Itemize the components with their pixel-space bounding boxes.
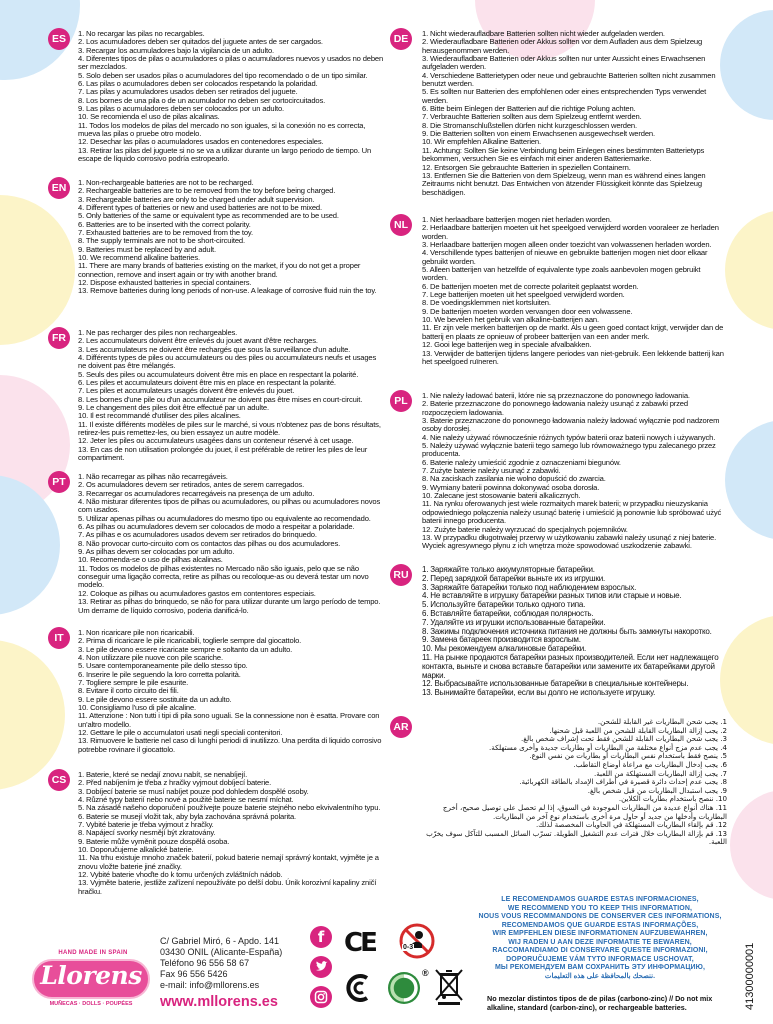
it-item: 5. Usare contemporaneamente pile dello stesso tipo. — [78, 661, 248, 671]
fax-line: Fax 96 556 5426 — [160, 969, 228, 979]
es-item: 2. Los acumuladores deben ser quitados del juguete antes de ser cargados. — [78, 37, 323, 47]
en-item: 8. The supply terminals are not to be short-circuited. — [78, 236, 245, 246]
section-pl — [392, 392, 727, 560]
lang-badge-pl: PL — [390, 390, 412, 412]
en-item: 9. Batteries must be replaced by and adult. — [78, 244, 216, 254]
it-item: 2. Prima di ricaricare le pile ricaricabili, toglierle sempre dal giocattolo. — [78, 636, 302, 646]
green-dot-icon — [386, 970, 422, 1006]
registered-icon: ® — [422, 968, 429, 978]
pt-list — [78, 473, 385, 615]
company-address — [160, 936, 320, 991]
notice-line: NOUS VOUS RECOMMANDONS DE CONSERVER CES INFORMATIONS, — [478, 913, 722, 920]
notice-line: WIR EMPFEHLEN DIESE INFORMATIONEN AUFZUBEWAHREN, — [492, 930, 708, 937]
it-item: 13. Rimuovere le batterie nel caso di lunghi periodi di inutilizzo. Una perdita di liquido corrosivo potrebbe rovinare il giocattolo. — [78, 736, 382, 754]
es-item: 9. Las pilas o acumuladores deben ser colocados por un adulto. — [78, 104, 284, 114]
cs-item: 8. Napájecí svorky nesmějí být zkratovány. — [78, 828, 216, 838]
pl-item: 7. Zużyte baterie należy usunąć z zabawki. — [422, 466, 561, 476]
nl-item: 4. Verschillende types batterijen of nieuwe en gebruikte batterijen mogen niet door elkaar gebruikt worden. — [422, 248, 708, 266]
cs-item: 13. Vyjměte baterie, jestliže zařízení nepoužíváte po delší dobu. Únik korozivní kapaliny zničí hračku. — [78, 878, 377, 896]
ce-round-icon — [343, 970, 379, 1006]
address-line: C/ Gabriel Miró, 6 - Apdo. 141 — [160, 936, 280, 946]
decor-circle-blue-right — [725, 420, 773, 540]
notice-line: ننصحك بالمحافظة على هذه التعليمات. — [544, 972, 656, 980]
cs-item: 1. Baterie, které se nedají znovu nabít, se nenabíjejí. — [78, 770, 248, 779]
section-fr — [50, 329, 385, 467]
pt-item: 6. As pilhas ou acumuladores devem ser colocados de modo a respeitar a polaridade. — [78, 522, 355, 532]
fr-item: 6. Les piles et accumulateurs doivent être mis en place en respectant la polarité. — [78, 378, 336, 388]
section-ru — [392, 566, 727, 710]
pl-item: 1. Nie należy ładować baterii, które nie są przeznaczone do ponownego ładowania. — [422, 391, 690, 400]
en-item: 3. Rechargeable batteries are only to be charged under adult supervision. — [78, 194, 315, 204]
decor-circle-blue-top-right — [720, 10, 773, 120]
ar-item: 6. يجب إدخال البطاريات مع مراعاة أوضاع التقاطب. — [573, 759, 727, 769]
es-item: 4. Diferentes tipos de pilas o acumuladores o pilas o acumuladores nuevos y usados no deben ser mezclados. — [78, 54, 384, 72]
ar-item: 8. يجب عدم إحداث دائرة قصيرة في أطراف الإمداد بالطاقة الكهربائية. — [519, 777, 727, 787]
address-line: 03430 ONIL (Alicante-España) — [160, 947, 283, 957]
ru-item: 6. Вставляйте батарейки, соблюдая полярность. — [422, 608, 594, 618]
cs-item: 2. Před nabíjením je třeba z hračky vyjmout dobíjecí baterie. — [78, 778, 272, 788]
it-item: 4. Non utilizzare pile nuove con pile scariche. — [78, 653, 223, 663]
es-item: 10. Se recomienda el uso de pilas alcalinas. — [78, 112, 220, 122]
en-item: 7. Exhausted batteries are to be removed from the toy. — [78, 228, 253, 238]
fr-list — [78, 329, 385, 463]
section-de — [392, 30, 727, 208]
es-item: 13. Retirar las pilas del juguete si no se va a utilizar durante un largo periodo de tiempo. Un escape de líquido corrosivo podría estropearlo. — [78, 145, 372, 164]
pt-item: 8. Não provocar curto-circuito com os contactos das pilhas ou dos acumuladores. — [78, 538, 341, 548]
ru-item: 7. Удаляйте из игрушки использованные батарейки. — [422, 617, 606, 627]
brand-logo — [32, 950, 152, 1016]
ru-item: 11. На рынке продаются батарейки разных производителей. Если нет надлежащего контакта, выньте и снова вставьте батарейки или замените их батарейками другой марки. — [422, 652, 719, 680]
pl-item: 2. Baterie przeznaczone do ponownego ładowania należy usunąć z zabawki przed rozpoczęciem ładowania. — [422, 399, 688, 417]
es-item: 3. Recargar los acumuladores bajo la vigilancia de un adulto. — [78, 45, 275, 55]
cs-item: 11. Na trhu existuje mnoho značek baterií, pokud baterie nemají správný kontakt, vyjměte je a znovu vložte baterie jiné značky. — [78, 853, 379, 871]
en-item: 10. We recommend alkaline batteries. — [78, 253, 200, 263]
notice-line: RECOMENDAMOS QUE GUARDE ESTAS INFORMAÇÕES, — [501, 921, 699, 929]
it-item: 3. Le pile devono essere ricaricate sempre e soltanto da un adulto. — [78, 644, 293, 654]
nl-item: 3. Herlaadbare batterijen mogen alleen onder toezicht van volwassenen herladen worden. — [422, 240, 712, 250]
de-item: 6. Bitte beim Einlegen der Batterien auf die richtige Polung achten. — [422, 104, 636, 114]
ar-item: 2. يجب إزالة البطاريات القابلة للشحن من اللعبة قبل شحنها. — [549, 725, 727, 735]
fr-item: 7. Les piles et accumulateurs usagés doivent être enlevés du jouet. — [78, 386, 295, 396]
it-item: 12. Gettare le pile o accumulatori usati negli speciali contenitori. — [78, 728, 283, 738]
section-it — [50, 629, 385, 765]
en-item: 13. Remove batteries during long periods of non-use. A leakage of corrosive fluid ruin the toy. — [78, 286, 377, 296]
fr-item: 10. Il est recommandé d'utiliser des piles alcalines. — [78, 411, 241, 421]
pl-item: 5. Należy używać wyłącznie baterii tego samego lub równoważnego typu zalecanego przez producenta. — [422, 441, 716, 459]
fr-item: 3. Les accumulateurs ne doivent être rechargés que sous la surveillance d'un adulte. — [78, 344, 351, 354]
de-item: 8. Die Stromanschlußstellen dürfen nicht kurzgeschlossen werden. — [422, 120, 637, 130]
de-item: 4. Verschiedene Batterietypen oder neue und gebrauchte Batterien sollten nicht zusammen benutzt werden. — [422, 70, 716, 89]
age-warning-icon — [398, 922, 436, 960]
ru-item: 8. Зажимы подключения источника питания не должны быть замкнуты накоротко. — [422, 626, 712, 636]
right-column — [392, 30, 727, 880]
fr-item: 9. Le changement des piles doit être effectué par un adulte. — [78, 403, 269, 413]
ru-item: 2. Перед зарядкой батарейки выньте их из игрушки. — [422, 573, 605, 583]
fr-item: 12. Jeter les piles ou accumulateurs usagées dans un conteneur réservé à cet usage. — [78, 436, 354, 446]
pl-item: 3. Baterie przeznaczone do ponownego ładowania należy ładować wyłącznie pod nadzorem osoby dorosłej. — [422, 416, 720, 434]
ru-item: 3. Заряжайте батарейки только под наблюдением взрослых. — [422, 582, 637, 592]
lang-badge-ru: RU — [390, 564, 412, 586]
ru-list — [422, 566, 727, 698]
en-item: 6. Batteries are to be inserted with the correct polarity. — [78, 219, 251, 229]
en-item: 5. Only batteries of the same or equivalent type as recommended are to be used. — [78, 211, 339, 221]
es-item: 1. No recargar las pilas no recargables. — [78, 29, 205, 38]
pt-item: 12. Coloque as pilhas ou acumuladores gastos em contentores especiais. — [78, 588, 316, 598]
pt-item: 7. As pilhas e os acumuladores usados devem ser retirados do brinquedo. — [78, 530, 317, 540]
pt-item: 5. Utilizar apenas pilhas ou acumuladores do mesmo tipo ou equivalente ao recomendado. — [78, 513, 371, 523]
lang-badge-fr: FR — [48, 327, 70, 349]
ru-item: 9. Замена батареек производится взрослым. — [422, 635, 581, 645]
nl-item: 6. De batterijen moeten met de correcte polariteit geplaatst worden. — [422, 281, 639, 291]
phone-line: Teléfono 96 556 58 67 — [160, 958, 250, 968]
de-item: 1. Nicht wiederaufladbare Batterien sollten nicht wieder aufgeladen werden. — [422, 29, 665, 38]
section-ar — [392, 718, 727, 880]
pt-item: 13. Retirar as pilhas do brinquedo, se não for para utilizar durante um largo período de tempo. Um derrame de líquido corrosivo, poderia danificá-lo. — [78, 597, 381, 615]
de-item: 12. Entsorgen Sie gebrauchte Batterien in speziellen Containern. — [422, 162, 631, 172]
left-column — [50, 30, 385, 911]
barcode-number: 41300000001 — [744, 942, 756, 1010]
en-item: 2. Rechargeable batteries are to be removed from the toy before being charged. — [78, 186, 336, 196]
instagram-icon[interactable] — [310, 986, 332, 1008]
cs-item: 6. Baterie se musejí vložit tak, aby byla zachována správná polarita. — [78, 811, 297, 821]
cs-item: 9. Baterie může vyměnit pouze dospělá osoba. — [78, 836, 230, 846]
section-pt — [50, 473, 385, 623]
en-item: 1. Non-rechargeable batteries are not to be recharged. — [78, 178, 254, 187]
ar-item: 12. قم بإلقاء البطاريات المستهلكة في الحاويات المخصصة لذلك. — [536, 820, 727, 830]
es-item: 8. Los bornes de una pila o de un acumulador no deben ser cortocircuitados. — [78, 95, 326, 105]
notice-line: LE RECOMENDAMOS GUARDE ESTAS INFORMACIONES, — [501, 896, 699, 903]
ar-item: 7. يجب إزالة البطاريات المستهلكة من اللعبة. — [594, 768, 727, 778]
pl-item: 8. Na zaciskach zasilania nie wolno dopuścić do zwarcia. — [422, 474, 606, 484]
lang-badge-cs: CS — [48, 769, 70, 791]
es-item: 5. Solo deben ser usados pilas o acumuladores del tipo recomendado o de un tipo similar. — [78, 70, 368, 80]
nl-item: 10. We bevelen het gebruik van alkaline-batterijen aan. — [422, 315, 599, 325]
pl-item: 10. Zalecane jest stosowanie baterii alkalicznych. — [422, 491, 581, 501]
section-en — [50, 179, 385, 323]
email-line: e-mail: info@mllorens.es — [160, 980, 260, 990]
pl-list — [422, 392, 727, 551]
lang-badge-de: DE — [390, 28, 412, 50]
keep-information-notice — [470, 896, 730, 981]
fr-item: 4. Différents types de piles ou accumulateurs ou des piles ou accumulateurs neufs et usages ne doivent pas être mélangés. — [78, 353, 377, 371]
de-item: 7. Verbrauchte Batterien sollten aus dem Spielzeug entfernt werden. — [422, 112, 642, 122]
pl-item: 11. Na rynku oferowanych jest wiele rozmaitych marek baterii; w przypadku nieuzyskania odpowiedniego połączenia należy usunąć baterię i umieścić ją ponownie lub spróbować użyć baterii innego producenta. — [422, 499, 722, 526]
ar-item: 5. ينصح فقط باستخدام نفس البطاريات أو بطاريات من نفس النوع. — [529, 751, 727, 761]
de-item: 9. Die Batterien sollten von einem Erwachsenen ausgewechselt werden. — [422, 129, 655, 139]
ru-item: 5. Используйте батарейки только одного типа. — [422, 600, 586, 610]
nl-item: 8. De voedingsklemmen niet kortsluiten. — [422, 298, 551, 308]
facebook-icon[interactable]: f — [310, 926, 332, 948]
brand-name: Llorens — [40, 961, 142, 990]
es-item: 6. Las pilas o acumuladores deben ser colocados respetando la polaridad. — [78, 79, 318, 89]
pt-item: 1. Não recarregar as pilhas não recarregáveis. — [78, 472, 228, 481]
decor-circle-pink-right — [730, 790, 773, 900]
en-list — [78, 179, 385, 296]
cs-item: 12. Vybité baterie vhoďte do k tomu určených zvláštních nádob. — [78, 870, 283, 880]
de-item: 5. Es sollten nur Batterien des empfohlenen oder eines entsprechenden Typs verwendet werden. — [422, 87, 707, 105]
es-item: 7. Las pilas y acumuladores usados deben ser retirados del juguete. — [78, 87, 298, 97]
ru-item: 12. Выбрасывайте использованные батарейки в специальные контейнеры. — [422, 679, 689, 689]
nl-item: 5. Alleen batterijen van hetzelfde of equivalente type zoals aanbevolen mogen gebruikt worden. — [422, 265, 701, 283]
pt-item: 2. Os acumuladores devem ser retirados, antes de serem carregados. — [78, 480, 305, 490]
section-es — [50, 30, 385, 173]
en-item: 4. Different types of batteries or new and used batteries are not to be mixed. — [78, 203, 322, 213]
decor-circle-yellow-right-low — [720, 615, 773, 745]
ar-item: 4. يجب عدم مزج أنواع مختلفة من البطاريات أو بطاريات جديدة وأخرى مستهلكة. — [489, 742, 727, 752]
cs-item: 4. Různé typy baterií nebo nové a použité baterie se nesmí míchat. — [78, 795, 294, 805]
nl-item: 9. De batterijen moeten worden vervangen door een volwassene. — [422, 306, 633, 316]
section-cs — [50, 771, 385, 911]
en-item: 12. Dispose exhausted batteries in special containers. — [78, 278, 252, 288]
pt-item: 10. Recomenda-se o uso de pilhas alcalinas. — [78, 555, 223, 565]
wheelie-bin-icon — [432, 966, 466, 1006]
ar-item: 9. يجب استبدال البطاريات من قبل شخص بالغ. — [587, 785, 727, 795]
lang-badge-it: IT — [48, 627, 70, 649]
de-item: 2. Wiederaufladbare Batterien oder Akkus sollten vor dem Aufladen aus dem Spielzeug herausgenommen werden. — [422, 37, 703, 55]
ar-item: 13. قم بإزالة البطاريات خلال فترات عدم التشغيل الطويلة. تسرّب السائل المسبب للتآكل سوف يخرّب اللعبة. — [426, 828, 727, 847]
en-item: 11. There are many brands of batteries existing on the market, if you do not get a proper connection, remove and insert again or try with another brand. — [78, 261, 361, 279]
pl-item: 4. Nie należy używać równocześnie różnych typów baterii oraz baterii nowych i używanych. — [422, 432, 716, 442]
es-list — [78, 30, 385, 164]
ar-item: 1. يجب شحن البطاريات غير القابلة للشحن. — [597, 717, 727, 726]
pt-item: 4. Não misturar diferentes tipos de pilhas ou acumuladores, ou pilhas ou acumuladores novos com usados. — [78, 497, 381, 515]
it-item: 6. Inserire le pile seguendo la loro corretta polarità. — [78, 669, 241, 679]
it-item: 11. Attenzione : Non tutti i tipi di pila sono uguali. Se la connessione non è esatta. Provare con un'altro modello. — [78, 711, 380, 729]
lang-badge-nl: NL — [390, 214, 412, 236]
website-link[interactable]: www.mllorens.es — [160, 994, 278, 1010]
de-item: 3. Wiederaufladbare Batterien oder Akkus sollten nur unter Aussicht eines Erwachsenen aufgeladen werden. — [422, 54, 706, 72]
ru-item: 10. Мы рекомендуем алкалиновые батарейки. — [422, 644, 587, 654]
cs-item: 3. Dobíjecí baterie se musí nabíjet pouze pod dohledem dospělé osoby. — [78, 786, 309, 796]
it-item: 10. Consigliamo l'uso di pile alcaline. — [78, 703, 197, 713]
battery-mixing-note: No mezclar distintos tipos de de pilas (carbono-zinc) // Do not mix alkaline, standard (carbon-zinc), or rechargeable batteries. — [487, 994, 713, 1012]
pl-item: 12. Zużyte baterie należy wyrzucać do specjalnych pojemników. — [422, 524, 628, 534]
es-item: 11. Todos los modelos de pilas del mercado no son iguales, si la conexión no es correcta, mueva las pilas o pruebe otro modelo. — [78, 120, 366, 139]
nl-item: 11. Er zijn vele merken batterijen op de markt. Als u geen goed contact krijgt, verwijder dan de batterij en plaats ze opnieuw of probeer batterijen van een ander merk. — [422, 323, 724, 341]
de-item: 11. Achtung: Sollten Sie keine Verbindung beim Einlegen eines bestimmten Batterietyps bekommen, versuchen Sie es einfach mit einer anderen Batteriemarke. — [422, 145, 705, 164]
ar-item: 11. هناك أنواع عديدة من البطاريات الموجودة في السوق، إذا لم تحصل على توصيل صحيح، أخرج البطاريات وأدخلها من جديد أو حاول مرة أخرى باستخدام نوع آخر من البطاريات. — [442, 802, 727, 821]
lang-badge-en: EN — [48, 177, 70, 199]
de-item: 13. Entfernen Sie die Batterien von dem Spielzeug, wenn man es während eines langen Zeitraums nicht benutzt. Das Entwichen von ätzender Flüssigkeit könnte das Spielzeug beschädigen. — [422, 170, 706, 197]
notice-line: DOPORUČUJEME VÁM TYTO INFORMACE USCHOVAT, — [506, 955, 694, 963]
ce-mark-icon: CE — [344, 928, 375, 958]
nl-list — [422, 216, 727, 366]
notice-line: WIJ RADEN U AAN DEZE INFORMATIE TE BEWAREN, — [508, 938, 692, 946]
it-item: 7. Togliere sempre le pile esaurite. — [78, 678, 189, 688]
cs-list — [78, 771, 385, 896]
cs-item: 7. Vybité baterie je třeba vyjmout z hračky. — [78, 820, 214, 830]
it-list — [78, 629, 385, 754]
fr-item: 13. En cas de non utilisation prolongée du jouet, il est préférable de retirer les piles de leur compartiment. — [78, 444, 368, 463]
es-item: 12. Desechar las pilas o acumuladores usados en contenedores especiales. — [78, 137, 324, 147]
lang-badge-pt: PT — [48, 471, 70, 493]
twitter-icon[interactable] — [310, 956, 332, 978]
pl-item: 6. Baterie należy umieścić zgodnie z oznaczeniami biegunów. — [422, 457, 621, 467]
ru-item: 1. Заряжайте только аккумуляторные батарейки. — [422, 565, 595, 574]
fr-item: 1. Ne pas recharger des piles non rechargeables. — [78, 328, 238, 337]
fr-item: 8. Les bornes d'une pile ou d'un accumulateur ne doivent pas être mises en court-circuit. — [78, 394, 363, 404]
brand-tagline: HAND MADE IN SPAIN — [58, 950, 128, 956]
ru-item: 4. Не вставляйте в игрушку батарейки разных типов или старые и новые. — [422, 591, 682, 601]
pt-item: 11. Todos os modelos de pilhas existentes no Mercado não são iguais, pelo que se não conseguir uma ligação correcta, retire as pilhas ou recoloque-as ou deverá testar um novo modelo. — [78, 563, 369, 590]
pl-item: 9. Wymiany baterii powinna dokonywać osoba dorosła. — [422, 482, 600, 492]
cs-item: 10. Doporučujeme alkalické baterie. — [78, 845, 194, 855]
it-item: 8. Evitare il corto circuito dei fili. — [78, 686, 179, 696]
pl-item: 13. W przypadku długotrwałej przerwy w użytkowaniu zabawki należy usunąć z niej baterie. Wyciek agresywnego płynu z ich wnętrza może spowodować uszkodzenie zabawki. — [422, 532, 717, 551]
ar-item: 10. ننصح باستخدام بطاريات الكلاين. — [618, 794, 727, 804]
fr-item: 2. Les accumulateurs doivent être enlevés du jouet avant d'être recharges. — [78, 336, 318, 346]
fr-item: 11. Il existe différents modèles de piles sur le marché, si vous n'obtenez pas de bons résultats, retirez-les puis remettez-les, ou bien essayez un autre modèle. — [78, 419, 381, 438]
nl-item: 12. Gooi lege batterijen weg in speciale afvalbakken. — [422, 340, 592, 350]
lang-badge-es: ES — [48, 28, 70, 50]
de-item: 10. Wir empfehlen Alkaline Batterien. — [422, 137, 541, 147]
it-item: 1. Non ricaricare pile non ricaricabili. — [78, 628, 195, 637]
notice-line: WE RECOMMEND YOU TO KEEP THIS INFORMATION, — [507, 904, 693, 912]
lang-badge-ar: AR — [390, 716, 412, 738]
fr-item: 5. Seuls des piles ou accumulateurs doivent être mis en place en respectant la polarité. — [78, 369, 359, 379]
nl-item: 7. Lege batterijen moeten uit het speelgoed verwijderd worden. — [422, 290, 625, 300]
notice-line: МЫ РЕКОМЕНДУЕМ ВАМ СОХРАНИТЬ ЭТУ ИНФОРМАЦИЮ, — [494, 964, 706, 971]
pt-item: 9. As pilhas devem ser colocadas por um adulto. — [78, 547, 235, 557]
decor-circle-yellow-right — [725, 210, 773, 330]
nl-item: 2. Herlaadbare batterijen moeten uit het speelgoed verwijderd worden vooraleer ze herladen worden. — [422, 223, 719, 241]
brand-subline: MUÑECAS · DOLLS · POUPÉES — [49, 1001, 133, 1007]
ar-item: 3. يجب شحن البطاريات القابلة للشحن فقط تحت إشراف شخص بالغ. — [520, 734, 727, 744]
cs-item: 5. Na zásadě našeho doporučení používejte pouze baterie stejného nebo ekvivalentního typu. — [78, 803, 381, 813]
de-list — [422, 30, 727, 197]
age-warning-label: 0-3 — [403, 944, 414, 951]
ru-item: 13. Вынимайте батарейки, если вы долго не используете игрушку. — [422, 688, 656, 698]
it-item: 9. Le pile devono essere sostituite da un adulto. — [78, 694, 232, 704]
notice-line: RACCOMANDIAMO DI CONSERVARE QUESTE INFORMAZIONI, — [492, 947, 708, 954]
ar-list — [426, 718, 727, 847]
section-nl — [392, 216, 727, 384]
nl-item: 1. Niet herlaadbare batterijen mogen niet herladen worden. — [422, 215, 612, 224]
pt-item: 3. Recarregar os acumuladores recarregáveis na presença de um adulto. — [78, 488, 315, 498]
nl-item: 13. Verwijder de batterijen tijdens langere periodes van niet-gebruik. Een lekkende batterij kan het speelgoed ruïneren. — [422, 348, 724, 366]
